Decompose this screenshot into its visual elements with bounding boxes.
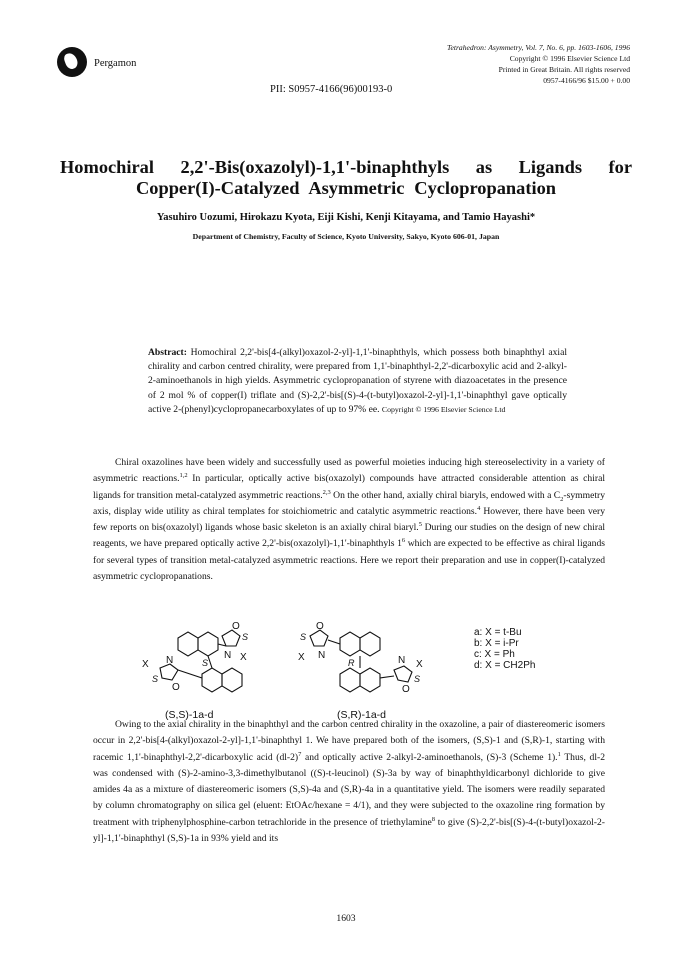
oxazoline-ring [160,664,178,680]
publisher-name: Pergamon [94,58,137,69]
caption-sr: (S,R)-1a-d [337,709,387,721]
copyright-line: Copyright © 1996 Elsevier Science Ltd [509,54,630,63]
naphthalene-ring [340,632,360,656]
naphthalene-ring [360,632,380,656]
naphthalene-ring [340,668,360,692]
svg-text:S: S [152,674,159,684]
abstract [148,346,567,417]
svg-text:S: S [242,632,249,642]
svg-text:O: O [402,684,410,695]
title-line-1: Homochiral 2,2'-Bis(oxazolyl)-1,1'-binaphthyls as Ligands for [60,157,632,177]
naphthalene-ring [202,668,222,692]
oxazoline-ring [394,666,412,682]
svg-text:S: S [300,632,307,642]
legend-item: d: X = CH2Ph [474,660,536,671]
abstract-copyright: Copyright © 1996 Elsevier Science Ltd [381,404,506,414]
issn-line: 0957-4166/96 $15.00 + 0.00 [543,76,630,85]
paper-title [60,157,632,199]
legend-item: b: X = i-Pr [474,638,519,649]
journal-citation: Tetrahedron: Asymmetry, Vol. 7, No. 6, pp. 1603-1606, 1996 [446,43,630,52]
abstract-text: Homochiral 2,2'-bis[4-(alkyl)oxazol-2-yl]-1,1'-binaphthyls, which possess both binaphthyl axial chirality and carbon centred chirality, were prepared from 1,1'-binaphthyl-2,2'-dicarboxylic acid and 2-alkyl-2-aminoethanols in high yields. Asymmetric cyclopropanation of styrene with diazoacetates in the presence of 2 mol % of copper(I) triflate and (S)-2,2'-bis[(S)-4-(t-butyl)oxazol-2-yl]-1,1'-binaphthyl gave optically active 2-(phenyl)cyclopropanecarboxylates of up to 97% ee. [148,347,568,415]
svg-text:S: S [202,658,209,668]
svg-text:X: X [416,659,423,670]
affiliation: Department of Chemistry, Faculty of Science, Kyoto University, Sakyo, Kyoto 606-01, Japan [192,232,500,241]
results-paragraph: Owing to the axial chirality in the binaphthyl and the carbon centred chirality in the oxazoline, a pair of diastereomeric isomers occur in 2,2'-bis[4-(alkyl)oxazol-2-yl]-1,1'-binaphthyl 1. We have prepared both of the isomers, (S,S)-1 and (S,R)-1, starting with racemic 1,1'-binaphthyl-2,2'-dicarboxylic acid $(dl-2)^7$ and optically active 2-alkyl-2-aminoethanols, (S)-3 (Scheme 1).$^1$ Thus, dl-2 was condensed with (S)-2-amino-3,3-dimethylbutanol ((S)-t-leucinol) (S)-3a by way of binaphthyldicarbonyl dichloride to give amides 4a as a mixture of diastereomeric isomers (S,S)-4a and (S,R)-4a in a quantitative yield. The isomers were readily separated by column chromatography on silica gel (eluent: EtOAc/hexane = 4/1), and they were subjected to the oxazoline ring formation by treatment with triphenylphosphine-carbon tetrachloride in the presence of triethylamine$^8$ to give (S)-2,2'-bis[(S)-4-(t-butyl)oxazol-2-yl]-1,1'-binaphthyl (S,S)-1a in 93% yield and its [93,719,605,845]
svg-text:O: O [172,682,180,693]
svg-text:S: S [414,674,421,684]
svg-text:O: O [232,621,240,632]
svg-text:N: N [224,650,232,661]
svg-text:N: N [398,655,406,666]
naphthalene-ring [222,668,242,692]
oxazoline-ring [222,630,240,646]
abstract-label: Abstract: [148,347,187,358]
substituent-legend [474,627,535,671]
svg-text:X: X [142,659,149,670]
pergamon-logo [57,47,87,77]
oxazoline-ring [310,630,328,646]
caption-ss: (S,S)-1a-d [165,709,214,721]
svg-text:N: N [166,655,174,666]
pii: PII: S0957-4166(96)00193-0 [270,84,393,95]
intro-paragraph: Chiral oxazolines have been widely and successfully used as powerful moieties inducing high stereoselectivity in a variety of asymmetric reactions.$^{1,2}$ In particular, optically active bis(oxazolyl) compounds have attracted considerable attention as chiral ligands for transition metal-catalyzed asymmetric reactions.$^{2,3}$ On the other hand, axially chiral biaryls, endowed with a $C_2$-symmetry axis, display wide utility as chiral templates for stoichiometric and catalytic asymmetric reactions.$^4$ However, there have been very few reports on bis(oxazolyl) ligands whose basic skeleton is an axially chiral biaryl.$^5$ During our studies on the design of new chiral reagents, we have prepared optically active 2,2'-bis(oxazolyl)-1,1'-binaphthyls $1^6$ which are expected to be effective as chiral ligands for several types of transition metal-catalyzed asymmetric reactions. Here we report their preparation and use in copper(I)-catalyzed asymmetric cyclopropanations. [93,457,605,583]
svg-text:R: R [348,658,355,668]
legend-item: c: X = Ph [474,649,515,660]
svg-text:O: O [316,621,324,632]
naphthalene-ring [198,632,218,656]
svg-text:N: N [318,650,326,661]
legend-item: a: X = t-Bu [474,627,522,638]
naphthalene-ring [178,632,198,656]
naphthalene-ring [360,668,380,692]
title-line-2: Copper(I)-Catalyzed Asymmetric Cyclopropanation [136,178,556,198]
svg-text:X: X [240,652,247,663]
page-number: 1603 [336,913,356,924]
svg-text:X: X [298,652,305,663]
journal-info [447,42,630,86]
printed-line: Printed in Great Britain. All rights reserved [498,65,630,74]
author-list: Yasuhiro Uozumi, Hirokazu Kyota, Eiji Kishi, Kenji Kitayama, and Tamio Hayashi* [156,212,536,223]
